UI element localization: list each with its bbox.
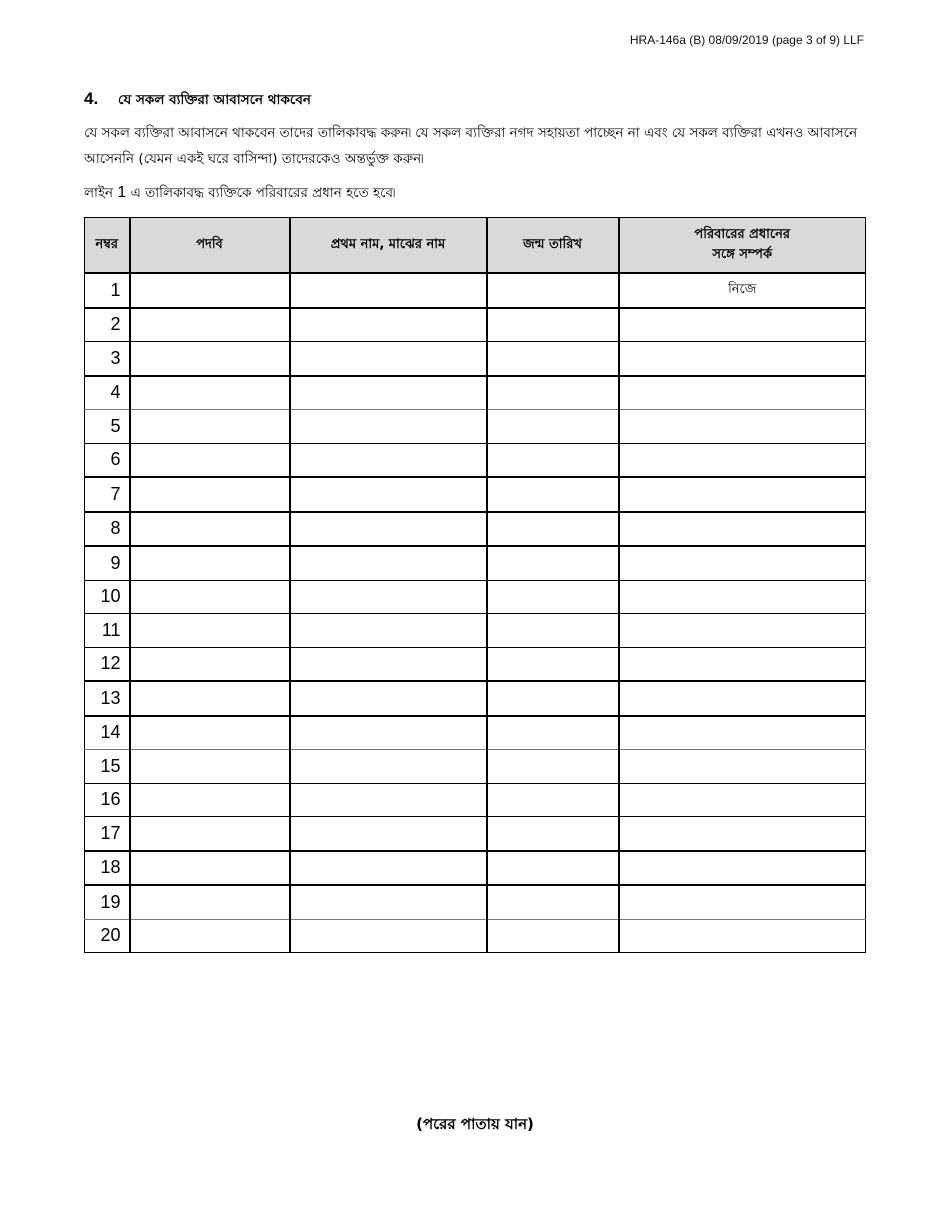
- relationship-field[interactable]: [619, 580, 866, 614]
- relationship-field[interactable]: [619, 817, 866, 851]
- relationship-field[interactable]: [619, 512, 866, 547]
- first-middle-name-field[interactable]: [290, 885, 487, 919]
- first-middle-name-field[interactable]: [290, 308, 487, 342]
- table-row: [85, 443, 866, 477]
- first-middle-name-field[interactable]: [290, 443, 487, 477]
- title-field[interactable]: [130, 817, 290, 851]
- date-of-birth-field[interactable]: [487, 851, 619, 886]
- date-of-birth-field[interactable]: [487, 477, 619, 512]
- section-title: যে সকল ব্যক্তিরা আবাসনে থাকবেন: [118, 92, 311, 108]
- title-field[interactable]: [130, 580, 290, 614]
- relationship-field[interactable]: [619, 919, 866, 953]
- table-row: [85, 783, 866, 817]
- row-number-cell: 18: [85, 851, 130, 886]
- instructions-text: যে সকল ব্যক্তিরা আবাসনে থাকবেন তাদের তালিকাবদ্ধ করুন৷ যে সকল ব্যক্তিরা নগদ সহায়তা পাচ্ছেন না এবং যে সকল ব্যক্তিরা এখনও আবাসনে আসেননি (যেমন একই ঘরে বাসিন্দা) তাদেরকেও অন্তর্ভুক্ত করুন৷: [84, 125, 858, 167]
- date-of-birth-field[interactable]: [487, 443, 619, 477]
- table-row: [85, 851, 866, 886]
- relationship-field[interactable]: [619, 546, 866, 580]
- header-number: নম্বর: [85, 218, 130, 274]
- title-field[interactable]: [130, 273, 290, 308]
- table-row: [85, 308, 866, 342]
- table-row: [85, 681, 866, 716]
- title-field[interactable]: [130, 614, 290, 648]
- title-field[interactable]: [130, 851, 290, 886]
- first-middle-name-field[interactable]: [290, 750, 487, 784]
- date-of-birth-field[interactable]: [487, 273, 619, 308]
- date-of-birth-field[interactable]: [487, 681, 619, 716]
- first-middle-name-field[interactable]: [290, 410, 487, 444]
- table-row: [85, 512, 866, 547]
- table-row: [85, 477, 866, 512]
- first-middle-name-field[interactable]: [290, 716, 487, 750]
- title-field[interactable]: [130, 477, 290, 512]
- title-field[interactable]: [130, 546, 290, 580]
- title-field[interactable]: [130, 512, 290, 547]
- title-field[interactable]: [130, 716, 290, 750]
- row-number-cell: 17: [85, 817, 130, 851]
- table-row: [85, 410, 866, 444]
- header-first-middle-name: প্রথম নাম, মাঝের নাম: [290, 218, 487, 274]
- first-middle-name-field[interactable]: [290, 817, 487, 851]
- header-relationship: [619, 218, 866, 274]
- table-row: [85, 885, 866, 919]
- title-field[interactable]: [130, 376, 290, 410]
- date-of-birth-field[interactable]: [487, 580, 619, 614]
- row-number-cell: 19: [85, 885, 130, 919]
- row-number-cell: 13: [85, 681, 130, 716]
- title-field[interactable]: [130, 919, 290, 953]
- first-middle-name-field[interactable]: [290, 580, 487, 614]
- table-row: [85, 919, 866, 953]
- date-of-birth-field[interactable]: [487, 919, 619, 953]
- table-row: [85, 614, 866, 648]
- date-of-birth-field[interactable]: [487, 614, 619, 648]
- title-field[interactable]: [130, 783, 290, 817]
- relationship-field[interactable]: [619, 783, 866, 817]
- table-row: [85, 546, 866, 580]
- table-row: [85, 716, 866, 750]
- table-row: [85, 376, 866, 410]
- relationship-field[interactable]: নিজে: [619, 273, 866, 308]
- title-field[interactable]: [130, 443, 290, 477]
- row-number-cell: 2: [85, 308, 130, 342]
- first-middle-name-field[interactable]: [290, 512, 487, 547]
- line-note-suffix: এ তালিকাবদ্ধ ব্যক্তিকে পরিবারের প্রধান হতে হবে৷: [130, 185, 396, 201]
- line-note-number: 1: [117, 184, 127, 201]
- first-middle-name-field[interactable]: [290, 273, 487, 308]
- section-number: 4.: [84, 89, 99, 108]
- first-middle-name-field[interactable]: [290, 783, 487, 817]
- date-of-birth-field[interactable]: [487, 546, 619, 580]
- first-middle-name-field[interactable]: [290, 376, 487, 410]
- row-number-cell: 6: [85, 443, 130, 477]
- title-field[interactable]: [130, 885, 290, 919]
- date-of-birth-field[interactable]: [487, 647, 619, 681]
- date-of-birth-field[interactable]: [487, 410, 619, 444]
- relationship-field[interactable]: [619, 614, 866, 648]
- row-number-cell: 20: [85, 919, 130, 953]
- row-number-cell: 10: [85, 580, 130, 614]
- table-row: [85, 647, 866, 681]
- first-middle-name-field[interactable]: [290, 546, 487, 580]
- line-note: [84, 182, 395, 205]
- row-number-cell: 3: [85, 342, 130, 376]
- first-middle-name-field[interactable]: [290, 851, 487, 886]
- header-relationship-line1: পরিবারের প্রধানের: [694, 227, 791, 242]
- table-row: [85, 580, 866, 614]
- relationship-field[interactable]: [619, 410, 866, 444]
- date-of-birth-field[interactable]: [487, 716, 619, 750]
- relationship-field[interactable]: [619, 342, 866, 376]
- line-note-prefix: লাইন: [84, 185, 114, 201]
- table-row: [85, 273, 866, 308]
- relationship-field[interactable]: [619, 716, 866, 750]
- relationship-field[interactable]: [619, 443, 866, 477]
- row-number-cell: 16: [85, 783, 130, 817]
- relationship-field[interactable]: [619, 750, 866, 784]
- date-of-birth-field[interactable]: [487, 376, 619, 410]
- first-middle-name-field[interactable]: [290, 919, 487, 953]
- first-middle-name-field[interactable]: [290, 477, 487, 512]
- relationship-field[interactable]: [619, 885, 866, 919]
- first-middle-name-field[interactable]: [290, 342, 487, 376]
- date-of-birth-field[interactable]: [487, 885, 619, 919]
- relationship-field[interactable]: [619, 647, 866, 681]
- title-field[interactable]: [130, 681, 290, 716]
- section-heading: [84, 89, 311, 112]
- table-header-row: [85, 218, 866, 274]
- document-id: HRA-146a (B) 08/09/2019 (page 3 of 9) LLF: [629, 33, 864, 47]
- row-number-cell: 9: [85, 546, 130, 580]
- first-middle-name-field[interactable]: [290, 614, 487, 648]
- date-of-birth-field[interactable]: [487, 342, 619, 376]
- header-relationship-line2: সঙ্গে সম্পর্ক: [712, 247, 773, 262]
- date-of-birth-field[interactable]: [487, 783, 619, 817]
- title-field[interactable]: [130, 750, 290, 784]
- header-date-of-birth: জন্ম তারিখ: [487, 218, 619, 274]
- header-title: পদবি: [130, 218, 290, 274]
- relationship-field[interactable]: [619, 477, 866, 512]
- table-row: [85, 342, 866, 376]
- continue-next-page-note: (পরের পাতায় যান): [416, 1115, 534, 1133]
- row-number-cell: 4: [85, 376, 130, 410]
- relationship-field[interactable]: [619, 851, 866, 886]
- household-members-table: [84, 217, 866, 953]
- row-number-cell: 14: [85, 716, 130, 750]
- title-field[interactable]: [130, 308, 290, 342]
- relationship-field[interactable]: [619, 681, 866, 716]
- date-of-birth-field[interactable]: [487, 308, 619, 342]
- row-number-cell: 1: [85, 273, 130, 308]
- date-of-birth-field[interactable]: [487, 512, 619, 547]
- date-of-birth-field[interactable]: [487, 817, 619, 851]
- title-field[interactable]: [130, 647, 290, 681]
- table-row: [85, 817, 866, 851]
- date-of-birth-field[interactable]: [487, 750, 619, 784]
- first-middle-name-field[interactable]: [290, 681, 487, 716]
- relationship-field[interactable]: [619, 376, 866, 410]
- first-middle-name-field[interactable]: [290, 647, 487, 681]
- title-field[interactable]: [130, 342, 290, 376]
- row-number-cell: 8: [85, 512, 130, 547]
- row-number-cell: 7: [85, 477, 130, 512]
- title-field[interactable]: [130, 410, 290, 444]
- relationship-field[interactable]: [619, 308, 866, 342]
- row-number-cell: 12: [85, 647, 130, 681]
- row-number-cell: 11: [85, 614, 130, 648]
- table-row: [85, 750, 866, 784]
- row-number-cell: 5: [85, 410, 130, 444]
- row-number-cell: 15: [85, 750, 130, 784]
